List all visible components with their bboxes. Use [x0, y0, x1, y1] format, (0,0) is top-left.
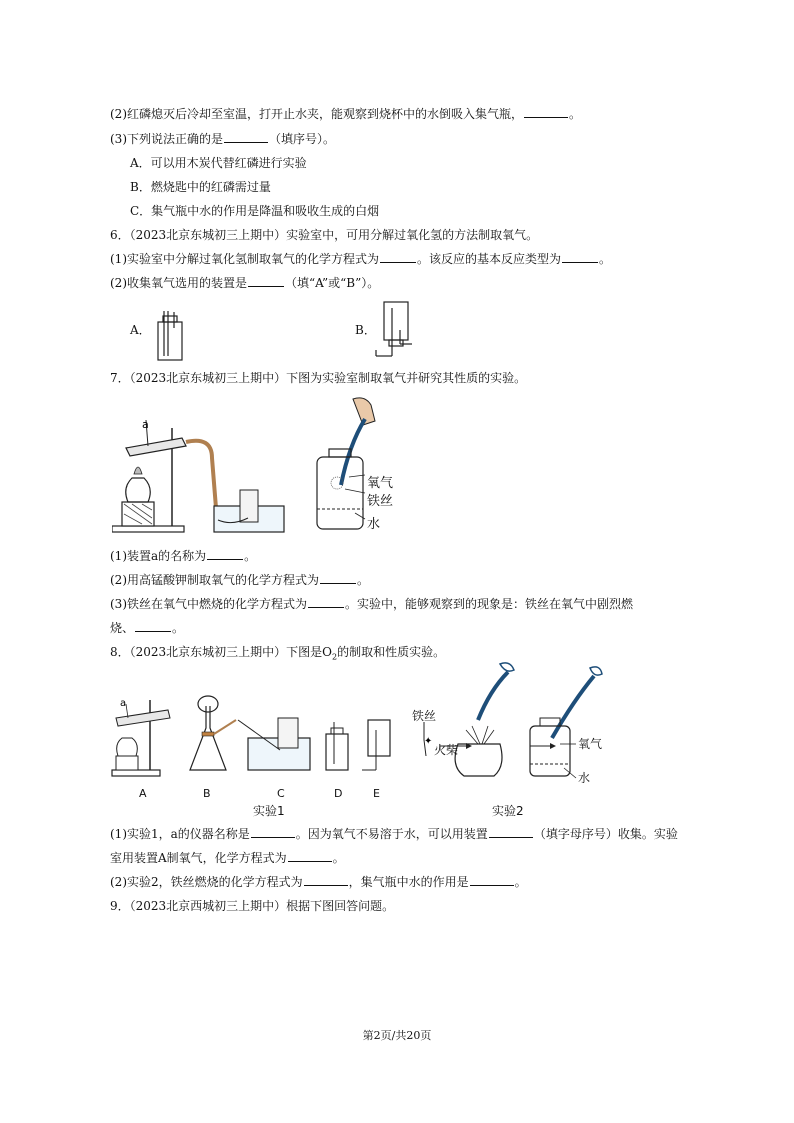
answer-blank[interactable]: [380, 251, 416, 263]
answer-blank[interactable]: [320, 572, 356, 584]
q8-experiment1-diagram: [110, 690, 400, 790]
q8-part1-cont: 室用装置A制氧气，化学方程式为 。: [110, 851, 345, 865]
q7-stem: 7．（2023北京东城初三上期中）下图为实验室制取氧气并研究其性质的实验。: [110, 371, 527, 385]
q7-label-oxygen: 氧气: [367, 476, 394, 491]
q8-label-oxygen: 氧气: [578, 737, 603, 751]
q7-part2: (2)用高锰酸钾制取氧气的化学方程式为 。: [110, 573, 370, 587]
q9-stem: 9．（2023北京西城初三上期中）根据下图回答问题。: [110, 899, 395, 913]
answer-blank[interactable]: [304, 874, 348, 886]
svg-text:✦: ✦: [424, 736, 433, 747]
q7-apparatus-left: [112, 418, 287, 538]
answer-blank[interactable]: [248, 275, 284, 287]
q7-part3-cont: 烧、 。: [110, 621, 185, 635]
q6-part2: (2)收集氧气选用的装置是 （填“A”或“B”）。: [110, 276, 380, 290]
q7-label-iron: 铁丝: [367, 494, 394, 509]
device-label-a: A: [139, 787, 147, 800]
bottle-a-diagram: [150, 308, 190, 363]
q8-label-water: 水: [578, 771, 591, 785]
q8-label-match: 火柴: [434, 743, 459, 757]
answer-blank[interactable]: [524, 106, 568, 118]
answer-blank[interactable]: [489, 826, 533, 838]
svg-text:a: a: [120, 698, 127, 709]
q5-option-b: B．燃烧匙中的红磷需过量: [130, 180, 271, 194]
q5-option-a: A．可以用木炭代替红磷进行实验: [130, 156, 307, 170]
q7-label-water: 水: [367, 517, 381, 532]
q8-stem: 8．（2023北京东城初三上期中）下图是$O_2$的制取和性质实验。: [110, 645, 446, 662]
experiment1-label: 实验1: [253, 804, 285, 818]
device-label-c: C: [277, 787, 285, 800]
answer-blank[interactable]: [470, 874, 514, 886]
bottle-b-diagram: [372, 300, 416, 360]
q8-part1: (1)实验1，a的仪器名称是 。因为氧气不易溶于水，可以用装置 （填字母序号）收集。实验: [110, 827, 678, 841]
q6-stem: 6．（2023北京东城初三上期中）实验室中，可用分解过氧化氢的方法制取氧气。: [110, 228, 539, 242]
q5-option-c: C．集气瓶中水的作用是降温和吸收生成的白烟: [130, 204, 380, 218]
answer-blank[interactable]: [224, 131, 268, 143]
q6-label-b: B．: [355, 323, 376, 337]
q5-part3: (3)下列说法正确的是 （填序号）。: [110, 132, 336, 146]
device-label-b: B: [203, 787, 211, 800]
q7-iron-burning-diagram: [305, 395, 405, 535]
svg-text:a: a: [142, 418, 149, 431]
answer-blank[interactable]: [308, 596, 344, 608]
q8-label-iron: 铁丝: [412, 709, 437, 723]
q8-part2: (2)实验2，铁丝燃烧的化学方程式为 ，集气瓶中水的作用是 。: [110, 875, 527, 889]
q5-part2: (2)红磷熄灭后冷却至室温，打开止水夹，能观察到烧杯中的水倒吸入集气瓶， 。: [110, 107, 582, 121]
answer-blank[interactable]: [207, 548, 243, 560]
answer-blank[interactable]: [288, 850, 332, 862]
answer-blank[interactable]: [251, 826, 295, 838]
answer-blank[interactable]: [562, 251, 598, 263]
experiment2-label: 实验2: [492, 804, 524, 818]
device-label-d: D: [334, 787, 343, 800]
answer-blank[interactable]: [135, 620, 171, 632]
q7-part3: (3)铁丝在氧气中燃烧的化学方程式为 。实验中，能够观察到的现象是：铁丝在氧气中剧烈燃: [110, 597, 634, 611]
device-label-e: E: [373, 787, 380, 800]
q6-part1: (1)实验室中分解过氧化氢制取氧气的化学方程式为 。该反应的基本反应类型为 。: [110, 252, 612, 266]
q6-label-a: A．: [130, 323, 151, 337]
page-footer: 第2页/共20页: [362, 1029, 432, 1042]
q7-part1: (1)装置a的名称为 。: [110, 549, 257, 563]
